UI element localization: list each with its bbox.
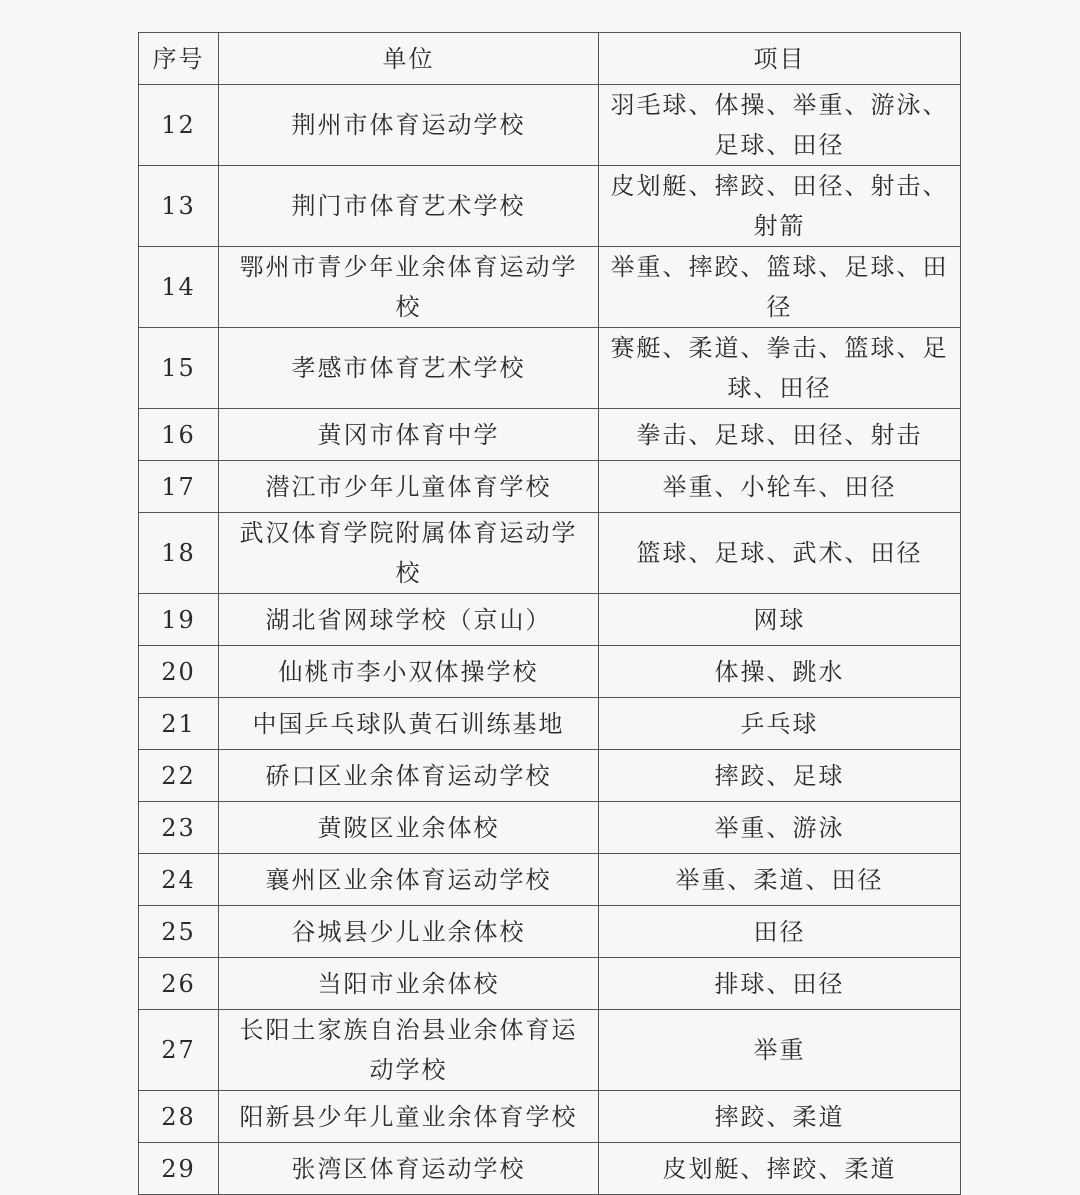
table-row	[139, 409, 961, 461]
row-unit: 张湾区体育运动学校	[219, 1143, 599, 1195]
row-number: 28	[139, 1091, 219, 1143]
table-row	[139, 513, 961, 594]
row-items: 摔跤、柔道	[599, 1091, 961, 1143]
row-items: 摔跤、足球	[599, 750, 961, 802]
row-number: 22	[139, 750, 219, 802]
row-number: 19	[139, 594, 219, 646]
row-number: 21	[139, 698, 219, 750]
schools-table	[138, 32, 961, 1195]
row-number: 27	[139, 1010, 219, 1091]
row-unit: 湖北省网球学校（京山）	[219, 594, 599, 646]
row-items: 篮球、足球、武术、田径	[599, 513, 961, 594]
table-row	[139, 1143, 961, 1195]
row-unit: 荆门市体育艺术学校	[219, 166, 599, 247]
table-row	[139, 85, 961, 166]
row-number: 29	[139, 1143, 219, 1195]
table-row	[139, 166, 961, 247]
row-items: 羽毛球、体操、举重、游泳、足球、田径	[599, 85, 961, 166]
row-number: 20	[139, 646, 219, 698]
row-number: 13	[139, 166, 219, 247]
row-items: 排球、田径	[599, 958, 961, 1010]
row-unit: 黄陂区业余体校	[219, 802, 599, 854]
table-row	[139, 750, 961, 802]
row-number: 17	[139, 461, 219, 513]
row-items: 举重、游泳	[599, 802, 961, 854]
row-unit: 鄂州市青少年业余体育运动学校	[219, 247, 599, 328]
table-row	[139, 802, 961, 854]
row-items: 举重	[599, 1010, 961, 1091]
row-number: 15	[139, 328, 219, 409]
table-row	[139, 958, 961, 1010]
row-unit: 仙桃市李小双体操学校	[219, 646, 599, 698]
table-row	[139, 594, 961, 646]
row-number: 14	[139, 247, 219, 328]
row-unit: 当阳市业余体校	[219, 958, 599, 1010]
row-number: 12	[139, 85, 219, 166]
table-row	[139, 247, 961, 328]
row-number: 18	[139, 513, 219, 594]
row-number: 25	[139, 906, 219, 958]
row-items: 田径	[599, 906, 961, 958]
table-row	[139, 906, 961, 958]
row-items: 拳击、足球、田径、射击	[599, 409, 961, 461]
row-unit: 荆州市体育运动学校	[219, 85, 599, 166]
table-row	[139, 328, 961, 409]
row-items: 举重、柔道、田径	[599, 854, 961, 906]
table-row	[139, 1010, 961, 1091]
row-unit: 阳新县少年儿童业余体育学校	[219, 1091, 599, 1143]
table-header-row	[139, 33, 961, 85]
row-unit: 硚口区业余体育运动学校	[219, 750, 599, 802]
table-row	[139, 461, 961, 513]
row-items: 乒乓球	[599, 698, 961, 750]
row-items: 举重、小轮车、田径	[599, 461, 961, 513]
row-items: 体操、跳水	[599, 646, 961, 698]
table-row	[139, 1091, 961, 1143]
row-unit: 武汉体育学院附属体育运动学校	[219, 513, 599, 594]
row-number: 24	[139, 854, 219, 906]
row-number: 23	[139, 802, 219, 854]
row-items: 皮划艇、摔跤、田径、射击、射箭	[599, 166, 961, 247]
row-unit: 中国乒乓球队黄石训练基地	[219, 698, 599, 750]
row-unit: 长阳土家族自治县业余体育运动学校	[219, 1010, 599, 1091]
header-number: 序号	[139, 33, 219, 85]
row-unit: 潜江市少年儿童体育学校	[219, 461, 599, 513]
row-items: 皮划艇、摔跤、柔道	[599, 1143, 961, 1195]
row-unit: 黄冈市体育中学	[219, 409, 599, 461]
table-row	[139, 646, 961, 698]
row-unit: 谷城县少儿业余体校	[219, 906, 599, 958]
row-items: 赛艇、柔道、拳击、篮球、足球、田径	[599, 328, 961, 409]
row-unit: 襄州区业余体育运动学校	[219, 854, 599, 906]
header-items: 项目	[599, 33, 961, 85]
row-unit: 孝感市体育艺术学校	[219, 328, 599, 409]
table-row	[139, 854, 961, 906]
header-unit: 单位	[219, 33, 599, 85]
row-items: 举重、摔跤、篮球、足球、田径	[599, 247, 961, 328]
row-number: 26	[139, 958, 219, 1010]
row-number: 16	[139, 409, 219, 461]
table-row	[139, 698, 961, 750]
row-items: 网球	[599, 594, 961, 646]
